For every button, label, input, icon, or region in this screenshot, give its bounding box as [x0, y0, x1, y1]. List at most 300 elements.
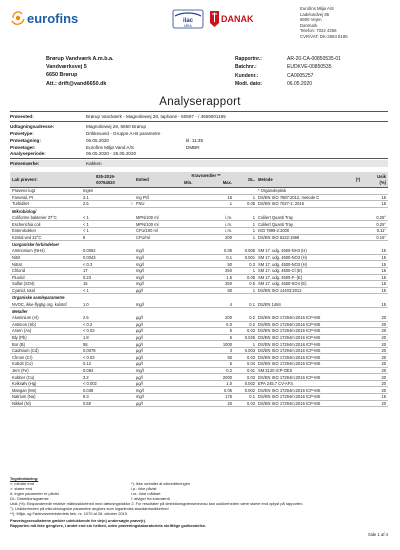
table-row [10, 387, 388, 394]
table-row [10, 322, 388, 329]
cell-parameter: Escherichia coli [12, 221, 41, 227]
cell-parameter: Turbiditet [12, 201, 29, 207]
cell-unit: mg/l [136, 255, 144, 261]
cell-dl: 0.05 [247, 201, 255, 207]
cell-result: 2.1 [83, 194, 89, 200]
cell-parameter: Aluminium (Al) [12, 315, 39, 321]
cell-dl: 0.2 [249, 315, 255, 321]
header-uncertainty [366, 172, 388, 187]
legend-grid [10, 481, 388, 501]
cell-max: 0.2 [226, 367, 232, 373]
cell-dl: 0.025 [244, 334, 255, 340]
recipient-line: 6650 Brørup [46, 72, 78, 79]
cell-parameter: Kimtal ved 22°C [12, 234, 42, 240]
svg-text:ilac: ilac [182, 18, 194, 24]
cell-uncertainty: 20 [381, 348, 386, 354]
cell-result: < 0.3 [83, 261, 93, 267]
cell-unit: mg/l [136, 387, 144, 393]
cell-uncertainty: 20 [381, 387, 386, 393]
cell-dl: 0.03 [247, 400, 255, 406]
info-label: Analyseperiode: [10, 151, 46, 157]
cell-method: DS/EN ISO 7887:2012, metode C [258, 194, 320, 200]
cell-uncertainty: 20 [381, 341, 386, 347]
cell-dl: 0.05 [247, 274, 255, 280]
cell-unit: mg/l [136, 394, 144, 400]
company-address-line: Ladelundvej 85 [300, 11, 330, 17]
legend-title: Tegnforklaring: [10, 476, 39, 481]
cell-result: 58 [83, 341, 88, 347]
cell-max: 50 [227, 354, 232, 360]
table-row [10, 228, 388, 235]
section-title: Metaller [12, 308, 28, 314]
cell-flag: ! [131, 201, 133, 207]
divider [10, 111, 388, 112]
cell-parameter: Fluorid [12, 274, 25, 280]
cell-parameter: Bor (B) [12, 341, 25, 347]
cell-max: 3 [229, 348, 232, 354]
header-min: Min. [184, 180, 193, 185]
cell-max: 5 [229, 361, 232, 367]
info-label: Prøvetype: [10, 130, 34, 136]
cell-method: DS/EN ISO 17294m:2016 ICP-MS [258, 354, 321, 360]
cell-uncertainty: 20 [381, 334, 386, 340]
cell-uncertainty: 20 [381, 354, 386, 360]
meta-value: EUDKVE-00850535 [287, 64, 332, 71]
cell-result: < 1 [83, 215, 89, 221]
cell-uncertainty: 15 [381, 288, 386, 294]
page-title: Analyserapport [159, 96, 241, 108]
cell-result: 0.084 [83, 367, 94, 373]
cell-parameter: Chlorid [12, 268, 25, 274]
cell-method: DS/EN ISO 17294m:2016 ICP-MS [258, 334, 321, 340]
header-limits-sub [180, 179, 232, 187]
info-label: Prøvetagning: [10, 137, 41, 143]
cell-method: * Organoleptisk [258, 188, 286, 194]
company-address-line: Danmark [300, 22, 318, 28]
legend-item: <: mindre end [10, 481, 34, 486]
page-number: Side 1 af 4 [367, 532, 388, 537]
cell-parameter: Farvetal, Pt [12, 194, 33, 200]
cell-max: 5 [229, 334, 232, 340]
cell-method: Colilert Quanti Tray [258, 215, 294, 221]
meta-value: 06.05.2020 [287, 81, 313, 88]
info-row [10, 113, 388, 120]
header-method: Metode [258, 177, 273, 182]
info-value-secondary: DMBR [186, 144, 200, 150]
table-row [10, 381, 388, 388]
cell-unit: µg/l [136, 354, 143, 360]
meta-row [235, 80, 341, 88]
header-max: Max. [222, 180, 232, 185]
svg-text:eurofins: eurofins [27, 11, 79, 26]
section-header [10, 208, 388, 215]
cell-max: 250 [225, 281, 232, 287]
cell-dl: 1 [252, 194, 255, 200]
meta-row [235, 55, 341, 63]
table-row [10, 288, 388, 295]
info-row [10, 150, 388, 157]
cell-parameter: Sulfat (SO4) [12, 281, 35, 287]
cell-result: < 0.2 [83, 321, 93, 327]
table-row [10, 221, 388, 228]
cell-dl: 1 [252, 228, 255, 234]
meta-row [235, 63, 341, 71]
cell-result: 3.2 [83, 374, 89, 380]
cell-dl: 0.03 [247, 374, 255, 380]
cell-parameter: Natrium (Na) [12, 394, 36, 400]
cell-uncertainty: 20 [381, 381, 386, 387]
info-label: Udtagningsadresse: [10, 123, 55, 129]
cell-dl: 0.2 [249, 321, 255, 327]
cell-method: DS/EN ISO 17294m:2016 ICP-MS [258, 328, 321, 334]
cell-parameter: NVOC, ikke-flygtig org. kulstof [12, 301, 67, 307]
cell-uncertainty: 20 [381, 374, 386, 380]
cell-method: DS/EN 1484 [258, 301, 281, 307]
cell-dl: 1 [252, 215, 255, 221]
cell-result: < 0.03 [83, 354, 95, 360]
cell-parameter: Prøvens lugt [12, 188, 35, 194]
svg-text:DANAK: DANAK [221, 14, 254, 24]
header-limits [180, 172, 232, 187]
cell-max: 0.05 [224, 387, 232, 393]
legend-item: i.p.: ikke påvist [131, 486, 157, 491]
cell-max: 1000 [222, 341, 232, 347]
cell-uncertainty: 15 [381, 248, 386, 254]
cell-dl: 0.03 [247, 354, 255, 360]
cell-parameter: Kviksølv (Hg) [12, 381, 37, 387]
table-row [10, 354, 388, 361]
cell-unit: mg/l [136, 261, 144, 267]
cell-unit: FNU [136, 201, 145, 207]
cell-result: 2.5 [83, 201, 89, 207]
cell-method: Colilert Quanti Tray [258, 221, 294, 227]
recipient-line: Vandværksvej 5 [46, 64, 87, 71]
cell-max: 2000 [222, 374, 232, 380]
sample-info [10, 113, 388, 167]
meta-row [235, 72, 341, 80]
table-row [10, 201, 388, 208]
table-row [10, 361, 388, 368]
legend-item: !: afviger fra kravværdi [131, 496, 170, 501]
cell-method: SM 3120 ICP-OES [258, 367, 293, 373]
table-header [10, 172, 388, 188]
cell-dl: 0.002 [244, 381, 255, 387]
cell-max: i.m. [225, 228, 232, 234]
info-value: Drikkevand - Gruppe A+B parametre [86, 130, 161, 136]
legend-item: DL: Detektionsgrænse [10, 496, 49, 501]
cell-max: 5.0 [226, 321, 232, 327]
meta-label: Kundenr.: [235, 72, 259, 79]
info-label: Prøvetager: [10, 144, 36, 150]
eurofins-logo [10, 8, 92, 28]
cell-method: DS/EN ISO 17294m:2016 ICP-MS [258, 374, 321, 380]
header-sample-number [83, 172, 128, 187]
cell-method: DS/EN ISO 17294m:2016 ICP-MS [258, 321, 321, 327]
cell-result: 0.0052 [83, 248, 96, 254]
recipient-line: Brørup Vandværk A.m.b.a. [46, 56, 114, 62]
meta-label: Batchnr.: [235, 64, 257, 71]
cell-method: DS/EN ISO 17294m:2016 ICP-MS [258, 387, 321, 393]
cell-result: < 0.002 [83, 381, 97, 387]
cell-result: 0.0043 [83, 255, 96, 261]
cell-parameter: Coliforme bakterier 37°C [12, 215, 57, 221]
section-title: Organiske samleparametre [12, 295, 65, 301]
cell-method: ISO 7899-2:2000 [258, 228, 290, 234]
table-row [10, 268, 388, 275]
sample-mark-label: Prøvemærke: [10, 161, 40, 167]
cell-unit: µg/l [136, 381, 143, 387]
cell-method: DS/EN ISO 17294m:2016 ICP-MS [258, 361, 321, 367]
sample-mark-row [10, 160, 388, 167]
cell-dl: 0.001 [244, 255, 255, 261]
cell-uncertainty: 15 [381, 281, 386, 287]
cell-result: 0.23 [83, 274, 91, 280]
cell-max: 1.5 [226, 274, 232, 280]
meta-label: Modt. dato: [235, 81, 262, 88]
cell-dl: 0.005 [244, 248, 255, 254]
cell-max: 1.0 [226, 381, 232, 387]
cell-method: SM 17. udg. 4500-NO3 (H) [258, 261, 307, 267]
info-value: Magnoliewej 28, 6650 Brørup [86, 123, 147, 129]
table-row [10, 315, 388, 322]
cell-result: 0.038 [83, 387, 94, 393]
cell-parameter: Kobber (Cu) [12, 374, 35, 380]
sample-mark-value: Køkken [86, 161, 102, 167]
footer-legend [10, 476, 388, 528]
table-row [10, 335, 388, 342]
table-row [10, 261, 388, 268]
cell-max: 20 [227, 400, 232, 406]
cell-method: SM 17. udg. 4500-F- (E) [258, 274, 303, 280]
table-row [10, 248, 388, 255]
cell-uncertainty: 20 [381, 367, 386, 373]
cell-max: 0.1 [226, 255, 232, 261]
cell-result: < 0.03 [83, 328, 95, 334]
cell-method: DS/EN ISO 17294m:2016 ICP-MS [258, 400, 321, 406]
cell-unit: µg/l [136, 288, 143, 294]
meta-value: AR-20-CA-00850535-01 [287, 56, 341, 62]
section-header [10, 308, 388, 315]
section-header [10, 241, 388, 248]
cell-result: < 1 [83, 288, 89, 294]
cell-unit: mg/l [136, 301, 144, 307]
header-uncertainty-line2: (%) [379, 179, 386, 185]
divider [10, 158, 388, 159]
cell-unit: µg/l [136, 341, 143, 347]
cell-uncertainty: 0.15° [376, 234, 386, 240]
recipient-line: Att.: drift@vand6650.dk [46, 80, 107, 87]
cell-unit: µg/l [136, 315, 143, 321]
cell-result: 0.12 [83, 361, 91, 367]
cell-dl: 1 [252, 234, 255, 240]
cell-unit: µg/l [136, 348, 143, 354]
cell-uncertainty: 15 [381, 201, 386, 207]
results-table [10, 172, 388, 407]
cell-method: EPA 245.7 CV-AFS [258, 381, 293, 387]
cell-uncertainty: 0.25° [376, 221, 386, 227]
cell-result: < 1 [83, 221, 89, 227]
legend-item: *): ikke omfattet af akkrediteringen [131, 481, 191, 486]
cell-method: DS/EN ISO 17294m:2016 ICP-MS [258, 341, 321, 347]
cell-unit: CFU/100 ml [136, 228, 158, 234]
legend-item: #: Ingen parameter er påvist [10, 491, 59, 496]
cell-parameter: Kobolt (Co) [12, 361, 33, 367]
cell-dl: 0.03 [247, 328, 255, 334]
divider [10, 121, 388, 122]
cell-method: DS/EN ISO 17294m:2016 ICP-MS [258, 348, 321, 354]
cell-dl: 0.002 [244, 387, 255, 393]
cell-uncertainty: 15 [381, 274, 386, 280]
cell-dl: 0.01 [247, 367, 255, 373]
table-row [10, 281, 388, 288]
company-address-line: Telefon: 7022 4266 [300, 28, 337, 34]
cell-dl: 0.1 [249, 301, 255, 307]
info-row [10, 137, 388, 144]
company-address-line: 6600 Vejen [300, 17, 322, 23]
cell-parameter: Chrom (Cr) [12, 354, 33, 360]
header-accreditation: (*) [355, 177, 361, 182]
cell-unit: mg/l [136, 268, 144, 274]
report-meta [235, 55, 341, 89]
cell-unit: mg/l [136, 248, 144, 254]
cell-method: SM 17. udg. 4500-NH3 (H) [258, 248, 307, 254]
cell-unit: µg/l [136, 374, 143, 380]
cell-parameter: Jern (Fe) [12, 367, 29, 373]
cell-uncertainty: 0.25° [376, 215, 386, 221]
table-row [10, 275, 388, 282]
cell-unit: µg/l [136, 328, 143, 334]
footer-disclaimer: Prøveingsresultaterne gælder udelukkende for de(n) undersøgte prøve(r). [10, 518, 146, 523]
cell-dl: 1 [252, 341, 255, 347]
cell-max: 50 [227, 261, 232, 267]
footer-disclaimer: Rapporten må ikke gengives, i andet end sin helhed, uden prøveningslaboratoriets skriftlige godkendelse. [10, 523, 207, 528]
table-row [10, 341, 388, 348]
header-limits-title: Kravværdier ** [191, 173, 221, 178]
legend-item: i.m.: ikke målbart [131, 491, 161, 496]
cell-uncertainty: 20 [381, 328, 386, 334]
cell-dl: 0.04 [247, 361, 255, 367]
info-row [10, 144, 388, 151]
cell-result: 8.3 [83, 394, 89, 400]
cell-unit: µg/l [136, 400, 143, 406]
cell-result: 17 [83, 268, 88, 274]
cell-max: 1 [229, 201, 232, 207]
info-row [10, 123, 388, 130]
cell-uncertainty: 20 [381, 400, 386, 406]
recipient-address [46, 55, 114, 88]
section-title: Mikrobiologi [12, 208, 37, 214]
cell-unit: µg/l [136, 321, 143, 327]
cell-max: 4 [229, 301, 232, 307]
table-row [10, 374, 388, 381]
info-value: 06.05.2020 - 25.05.2020 [86, 151, 137, 157]
table-row [10, 368, 388, 375]
header-sample-number-line1: 835-2019- [95, 174, 116, 180]
table-row [10, 235, 388, 242]
cell-parameter: Cyanid, total [12, 288, 35, 294]
cell-parameter: Arsen (As) [12, 328, 32, 334]
cell-result: 15 [83, 281, 88, 287]
company-address [300, 6, 348, 40]
cell-unit: MPN/100 ml [136, 221, 159, 227]
cell-uncertainty: 15 [381, 394, 386, 400]
table-row [10, 215, 388, 222]
cell-parameter: Bly (Pb) [12, 334, 27, 340]
cell-unit: mg Pt/l [136, 194, 149, 200]
cell-max: 175 [225, 394, 232, 400]
info-label: Prøvested: [10, 113, 34, 119]
meta-value: CA0005257 [287, 72, 314, 79]
cell-method: SM 17. udg. 4500-SO4 (E) [258, 281, 307, 287]
cell-parameter: Enterokokker [12, 228, 37, 234]
cell-parameter: Nitrat [12, 261, 22, 267]
table-row [10, 328, 388, 335]
footer-note: **): Miljø- og Fødevareministeriets bek. nr. 1070 af 28. oktober 2019 [10, 511, 127, 516]
header-sample-number-line2: 00764020 [96, 179, 115, 185]
table-row [10, 188, 388, 195]
cell-unit: µg/l [136, 361, 143, 367]
cell-max: 250 [225, 268, 232, 274]
company-address-line: CVR/VAT: DK-2884 8186 [300, 33, 348, 39]
cell-parameter: Ammonium (NH4) [12, 248, 45, 254]
cell-parameter: Mangan (Mn) [12, 387, 37, 393]
table-row [10, 348, 388, 355]
header-dl: DL. [248, 177, 255, 182]
cell-unit: mg/l [136, 281, 144, 287]
cell-max: 0.05 [224, 248, 232, 254]
header-uncertainty-line1: Usik [377, 174, 386, 180]
cell-unit: mg/l [136, 367, 144, 373]
cell-dl: 1 [252, 268, 255, 274]
cell-dl: 0.5 [249, 281, 255, 287]
company-address-line: Eurofins Miljø A/S [300, 6, 334, 11]
table-row [10, 394, 388, 401]
cell-max: i.m. [225, 215, 232, 221]
cell-max: 15 [227, 194, 232, 200]
cell-parameter: Nitrit [12, 255, 21, 261]
cell-method: DS/EN ISO 17294m:2016 ICP-MS [258, 315, 321, 321]
cell-max: 200 [225, 315, 232, 321]
cell-dl: 0.1 [249, 394, 255, 400]
cell-unit: mg/l [136, 274, 144, 280]
cell-uncertainty: 15 [381, 194, 386, 200]
cell-uncertainty: 15 [381, 268, 386, 274]
cell-result: 2.5 [83, 315, 89, 321]
footer-note: Usik (%): Ekspanderede relative måleusikkerhed med dækningsfaktor 2. For resultater på detektionsgrænseniveau kan usikkerheden være større end oplyst på rapporten. [10, 501, 304, 506]
cell-max: 50 [227, 288, 232, 294]
cell-dl: 1 [252, 288, 255, 294]
table-body [10, 188, 388, 407]
header-lab-sample: Lab prøvenr: [12, 177, 38, 182]
table-row [10, 401, 388, 408]
cell-unit: CFU/ml [136, 234, 150, 240]
info-value: Brørup Vandværk - Magnoliewej 28, taphane - 50597 - / 4559001195 [86, 113, 226, 119]
header-flag [128, 172, 136, 187]
info-value: 06.05.2020 [86, 137, 109, 143]
cell-uncertainty: 20 [381, 321, 386, 327]
legend-item: >: større end [10, 486, 33, 491]
cell-parameter: Nikkel (Ni) [12, 400, 31, 406]
cell-uncertainty: 20 [381, 315, 386, 321]
table-row [10, 301, 388, 308]
cell-method: DS/EN ISO 17294m:2016 ICP-MS [258, 394, 321, 400]
cell-uncertainty: 15 [381, 255, 386, 261]
svg-text:MRA: MRA [184, 24, 192, 28]
footer-note: °): Usikkerheden på mikrobiologiske parametre angives som logaritmisk standardusikkerhed [10, 506, 169, 511]
cell-uncertainty: 0.11° [376, 228, 386, 234]
ilac-mra-logo [172, 8, 204, 30]
cell-max: 200 [225, 234, 232, 240]
